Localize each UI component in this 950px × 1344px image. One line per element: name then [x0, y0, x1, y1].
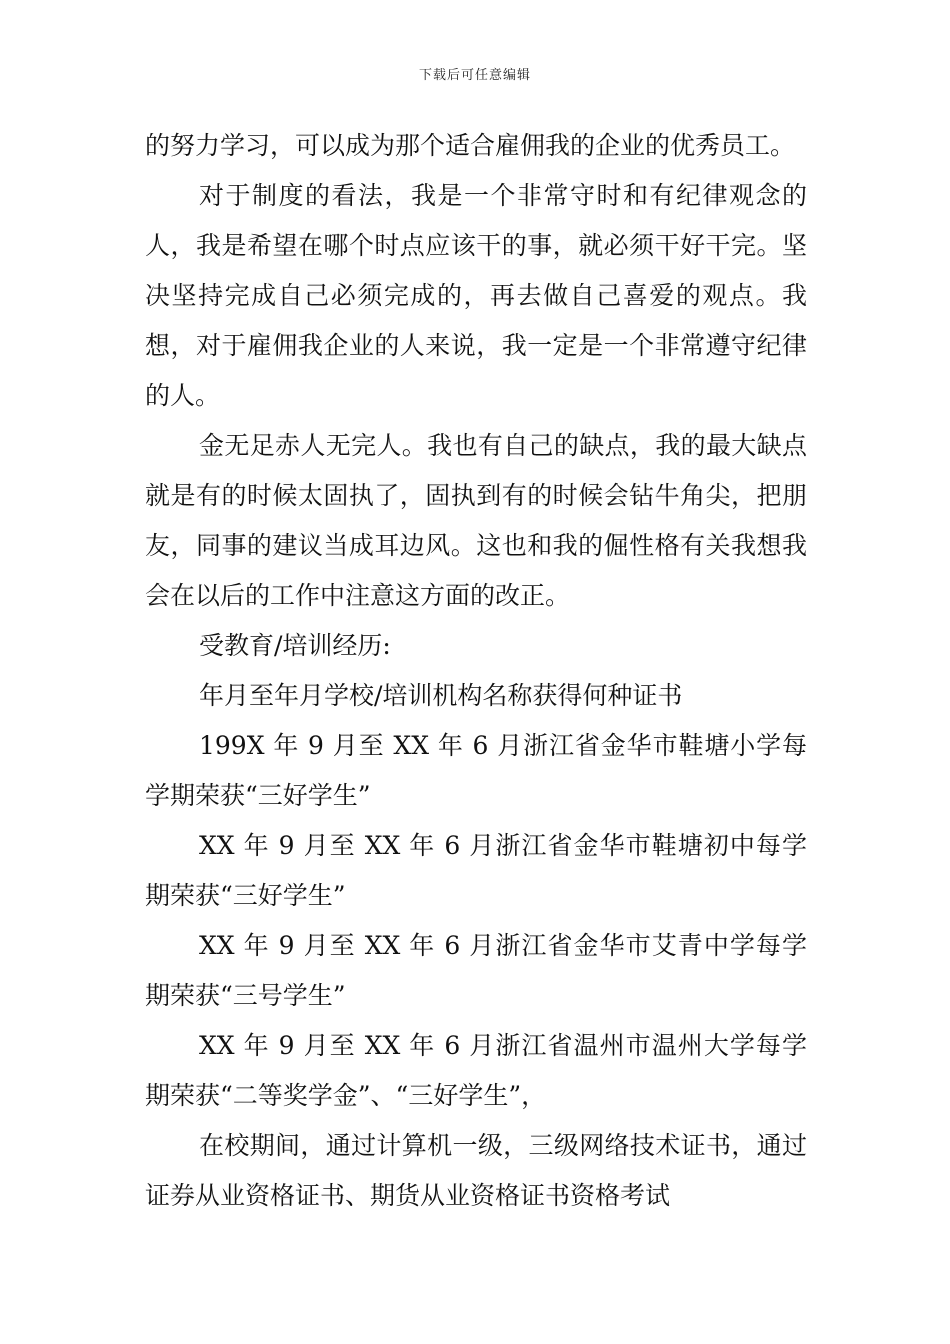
paragraph-1: 的努力学习，可以成为那个适合雇佣我的企业的优秀员工。	[145, 131, 796, 160]
paragraph-3: 金无足赤人无完人。我也有自己的缺点，我的最大缺点就是有的时候太固执了，固执到有的时候会钻牛角尖，把朋友，同事的建议当成耳边风。这也和我的倔性格有关我想我会在以后的工作中注意这方面的改正。	[145, 431, 807, 610]
paragraph-2: 对于制度的看法，我是一个非常守时和有纪律观念的人，我是希望在哪个时点应该干的事，就必须干好干完。坚决坚持完成自己必须完成的，再去做自己喜爱的观点。我想，对于雇佣我企业的人来说，我一定是一个非常遵守纪律的人。	[145, 181, 807, 410]
page-header: 下载后可任意编辑	[418, 68, 531, 83]
paragraph-10: 在校期间，通过计算机一级，三级网络技术证书，通过证券从业资格证书、期货从业资格证书资格考试	[145, 1131, 807, 1210]
paragraph-7: XX 年 9 月至 XX 年 6 月浙江省金华市鞋塘初中每学期荣获“三好学生”	[145, 831, 807, 910]
paragraph-5: 年月至年月学校/培训机构名称获得何种证书	[199, 681, 683, 710]
paragraph-4: 受教育/培训经历:	[199, 631, 391, 660]
paragraph-6: 199X 年 9 月至 XX 年 6 月浙江省金华市鞋塘小学每学期荣获“三好学生”	[145, 731, 807, 810]
paragraph-8: XX 年 9 月至 XX 年 6 月浙江省金华市艾青中学每学期荣获“三号学生”	[145, 931, 807, 1010]
document-body	[145, 121, 807, 1221]
paragraph-9: XX 年 9 月至 XX 年 6 月浙江省温州市温州大学每学期荣获“二等奖学金”、“三好学生”，	[145, 1031, 807, 1110]
